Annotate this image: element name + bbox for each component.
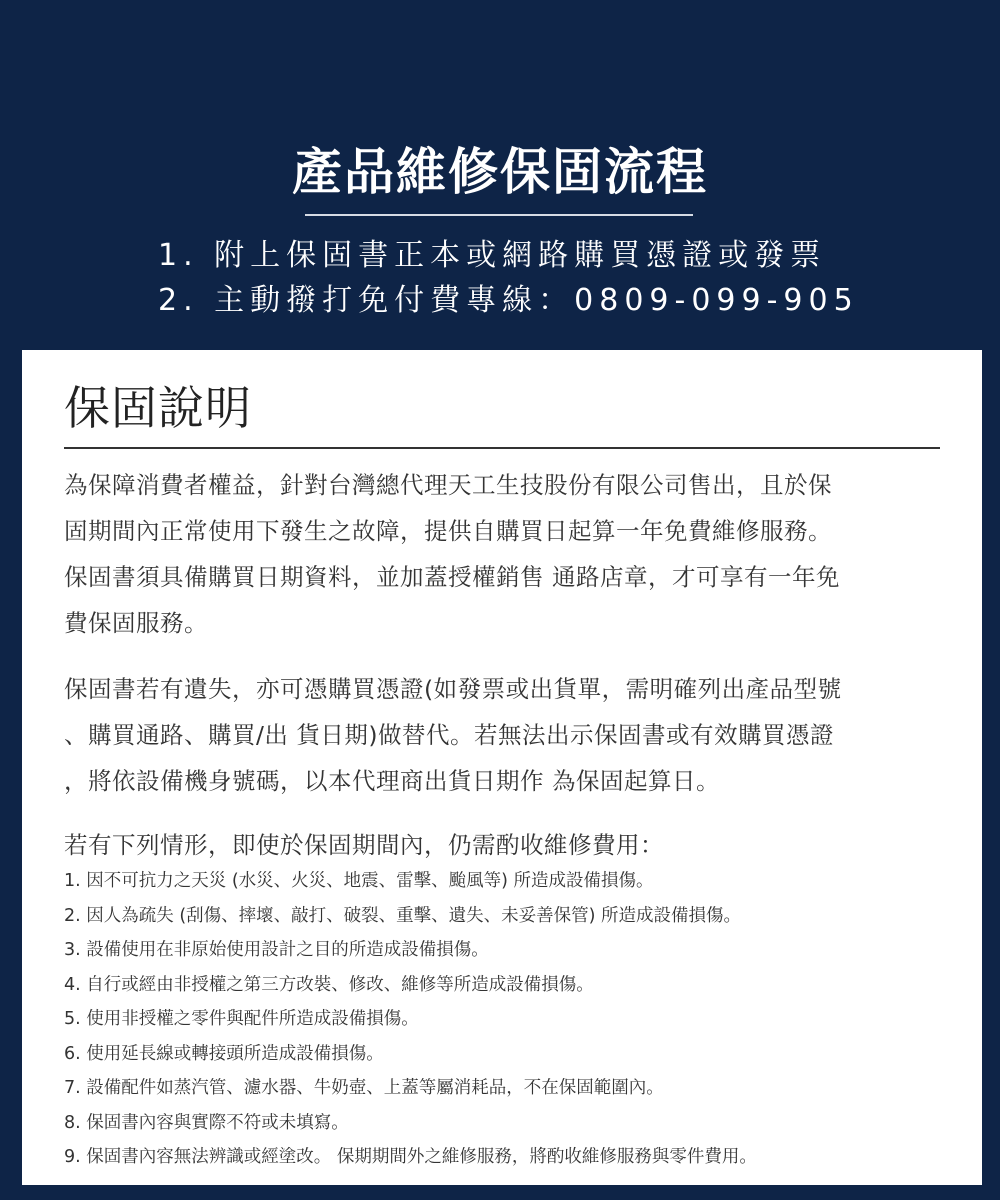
paragraph-line: 為保障消費者權益，針對台灣總代理天工生技股份有限公司售出，且於保: [64, 471, 832, 499]
list-item: 4. 自行或經由非授權之第三方改裝、修改、維修等所造成設備損傷。: [64, 974, 594, 995]
page-title: 產品維修保固流程: [292, 143, 708, 201]
repair-step-2: 2. 主動撥打免付費專線：0809-099-905: [158, 283, 859, 318]
exclusions-list: [64, 864, 964, 1175]
list-item: 1. 因不可抗力之天災 (水災、火災、地震、雷擊、颱風等) 所造成設備損傷。: [64, 871, 654, 891]
list-item: 9. 保固書內容無法辨識或經塗改。 保期期間外之維修服務，將酌收維修服務與零件費用。: [64, 1147, 757, 1167]
paragraph-line: 費保固服務。: [64, 609, 208, 637]
list-item: 6. 使用延長線或轉接頭所造成設備損傷。: [64, 1043, 384, 1064]
warranty-divider: [64, 447, 940, 449]
warranty-title: 保固說明: [64, 381, 252, 435]
list-item: 8. 保固書內容與實際不符或未填寫。: [64, 1112, 349, 1133]
list-item: 2. 因人為疏失 (刮傷、摔壞、敲打、破裂、重擊、遺失、未妥善保管) 所造成設備損傷。: [64, 905, 742, 926]
exclusions-intro: 若有下列情形，即使於保固期間內，仍需酌收維修費用：: [64, 831, 664, 859]
list-item: 5. 使用非授權之零件與配件所造成設備損傷。: [64, 1009, 419, 1029]
header-banner: [0, 0, 1000, 350]
list-item: 7. 設備配件如蒸汽管、濾水器、牛奶壺、上蓋等屬消耗品，不在保固範圍內。: [64, 1078, 664, 1098]
paragraph-line: 保固書須具備購買日期資料，並加蓋授權銷售 通路店章，才可享有一年免: [64, 563, 840, 591]
paragraph-line: 、購買通路、購買/出 貨日期)做替代。若無法出示保固書或有效購買憑證: [64, 721, 835, 749]
paragraph-line: ，將依設備機身號碼，以本代理商出貨日期作 為保固起算日。: [64, 767, 720, 795]
repair-step-1: 1. 附上保固書正本或網路購買憑證或發票: [158, 238, 827, 273]
paragraph-line: 固期間內正常使用下發生之故障，提供自購買日起算一年免費維修服務。: [64, 517, 832, 545]
warranty-paragraph-2: [64, 666, 944, 804]
paragraph-line: 保固書若有遺失，亦可憑購買憑證(如發票或出貨單，需明確列出產品型號: [64, 675, 842, 703]
warranty-card: [22, 350, 982, 1185]
list-item: 3. 設備使用在非原始使用設計之目的所造成設備損傷。: [64, 940, 489, 960]
warranty-paragraph-1: [64, 462, 944, 646]
title-divider: [305, 214, 693, 216]
